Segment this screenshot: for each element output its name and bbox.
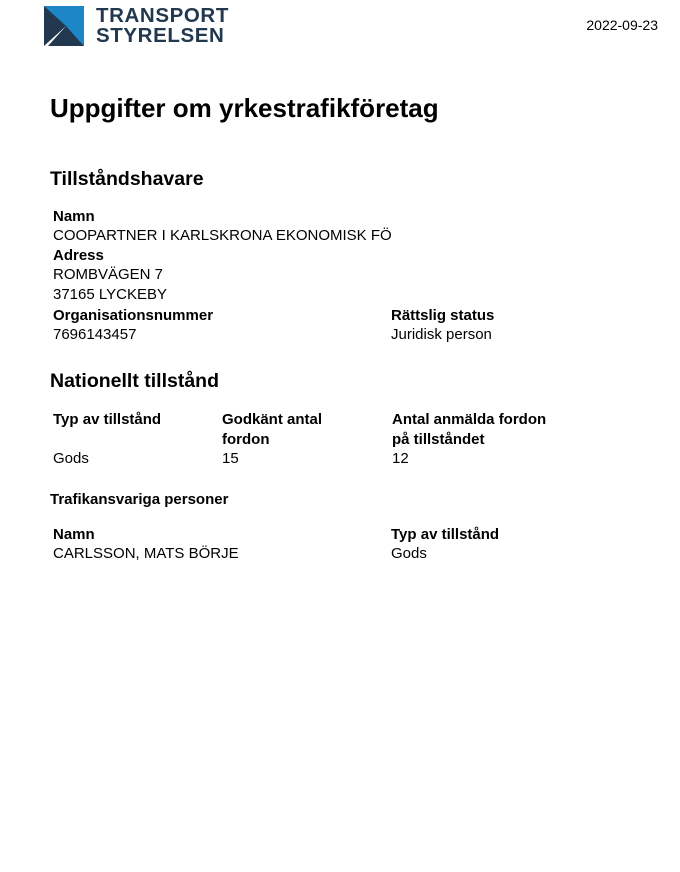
national-approved-vehicles-label-line-2: fordon: [222, 431, 270, 448]
page-title: Uppgifter om yrkestrafikföretag: [50, 93, 439, 123]
logo-wordmark: [96, 6, 229, 46]
traffic-manager-name-value: CARLSSON, MATS BÖRJE: [53, 545, 239, 562]
holder-org-number-value: 7696143457: [53, 326, 137, 343]
holder-org-number-label: Organisationsnummer: [53, 307, 214, 324]
traffic-manager-permit-type-label: Typ av tillstånd: [391, 526, 500, 543]
traffic-manager-name-label: Namn: [53, 526, 95, 543]
section-heading-holder: Tillståndshavare: [50, 168, 204, 190]
holder-address-line-1: ROMBVÄGEN 7: [53, 266, 164, 283]
national-permit-type-label: Typ av tillstånd: [53, 411, 162, 428]
transportstyrelsen-logo: [44, 4, 229, 48]
national-registered-vehicles-value: 12: [392, 450, 409, 467]
traffic-manager-permit-type-value: Gods: [391, 545, 427, 562]
logo-mark-icon: [44, 6, 84, 46]
holder-name-value: COOPARTNER I KARLSKRONA EKONOMISK FÖ: [53, 227, 392, 244]
holder-address-label: Adress: [53, 247, 104, 264]
document-date: 2022-09-23: [586, 17, 658, 33]
national-approved-vehicles-label-line-1: Godkänt antal: [222, 411, 323, 428]
logo-line-1: TRANSPORT: [96, 4, 229, 27]
logo-line-2: STYRELSEN: [96, 24, 225, 47]
national-permit-type-value: Gods: [53, 450, 89, 467]
national-registered-vehicles-label-line-1: Antal anmälda fordon: [392, 411, 547, 428]
holder-legal-status-value: Juridisk person: [391, 326, 492, 343]
section-heading-national: Nationellt tillstånd: [50, 370, 220, 392]
holder-legal-status-label: Rättslig status: [391, 307, 495, 324]
national-registered-vehicles-label-line-2: på tillståndet: [392, 431, 485, 448]
holder-name-label: Namn: [53, 208, 95, 225]
national-approved-vehicles-value: 15: [222, 450, 239, 467]
section-heading-traffic-managers: Trafikansvariga personer: [50, 491, 229, 508]
holder-address-line-2: 37165 LYCKEBY: [53, 286, 167, 303]
